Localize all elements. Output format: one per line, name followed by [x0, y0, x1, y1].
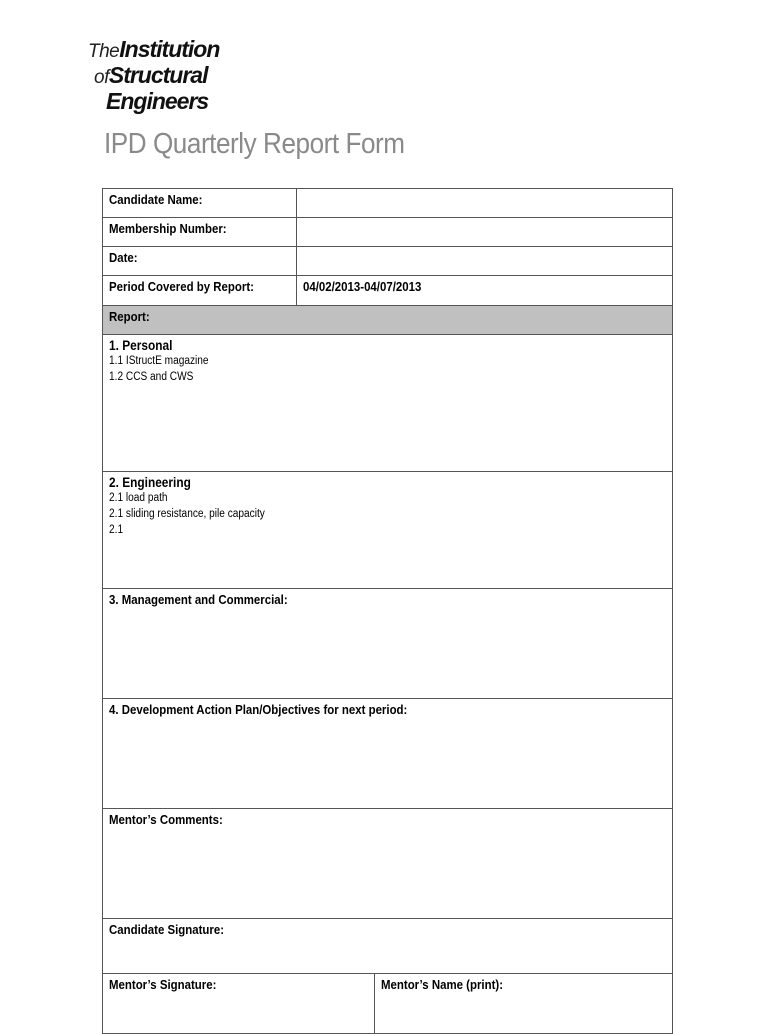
row-candidate-signature — [103, 919, 673, 974]
engineering-section[interactable] — [103, 472, 673, 589]
date-label: Date: — [109, 250, 138, 265]
logo-of: of — [94, 67, 109, 88]
logo-institution: Institution — [119, 36, 220, 62]
date-label-cell — [103, 247, 297, 276]
personal-item: 1.1 IStructE magazine — [109, 355, 209, 367]
logo-line-1 — [88, 38, 219, 64]
personal-section[interactable] — [103, 335, 673, 472]
engineering-item: 2.1 load path — [109, 492, 168, 504]
management-title: 3. Management and Commercial: — [109, 592, 288, 607]
mentor-signature-field[interactable] — [103, 974, 375, 1034]
report-label: Report: — [109, 309, 150, 324]
page-title: IPD Quarterly Report Form — [104, 128, 405, 160]
membership-number-label-cell — [103, 218, 297, 247]
development-section[interactable] — [103, 699, 673, 809]
mentor-signature-label: Mentor’s Signature: — [109, 977, 217, 992]
report-form-table — [102, 188, 673, 1034]
mentor-comments-label: Mentor’s Comments: — [109, 812, 223, 827]
report-header-cell — [103, 306, 673, 335]
engineering-item: 2.1 sliding resistance, pile capacity — [109, 508, 265, 520]
institution-logo — [88, 38, 219, 116]
logo-structural: Structural — [108, 62, 208, 88]
development-title: 4. Development Action Plan/Objectives for next period: — [109, 702, 408, 717]
row-engineering — [103, 472, 673, 589]
membership-number-label: Membership Number: — [109, 221, 227, 236]
row-development — [103, 699, 673, 809]
candidate-signature-field[interactable] — [103, 919, 673, 974]
logo-line-3 — [88, 90, 219, 116]
membership-number-field[interactable] — [297, 218, 673, 247]
engineering-title: 2. Engineering — [109, 475, 191, 490]
row-membership-number — [103, 218, 673, 247]
personal-item: 1.2 CCS and CWS — [109, 371, 194, 383]
personal-title: 1. Personal — [109, 338, 173, 353]
management-section[interactable] — [103, 589, 673, 699]
candidate-name-field[interactable] — [297, 189, 673, 218]
row-period — [103, 276, 673, 306]
period-label: Period Covered by Report: — [109, 279, 254, 294]
candidate-name-label: Candidate Name: — [109, 192, 203, 207]
logo-engineers: Engineers — [106, 88, 209, 114]
period-value: 04/02/2013-04/07/2013 — [303, 279, 422, 294]
row-mentor-signature — [103, 974, 673, 1034]
row-personal — [103, 335, 673, 472]
candidate-name-label-cell — [103, 189, 297, 218]
row-date — [103, 247, 673, 276]
row-management — [103, 589, 673, 699]
date-field[interactable] — [297, 247, 673, 276]
logo-the: The — [88, 41, 120, 62]
row-mentor-comments — [103, 809, 673, 919]
period-label-cell — [103, 276, 297, 306]
candidate-signature-label: Candidate Signature: — [109, 922, 225, 937]
mentor-comments-field[interactable] — [103, 809, 673, 919]
period-field[interactable] — [297, 276, 673, 306]
mentor-name-field[interactable] — [375, 974, 673, 1034]
logo-line-2 — [88, 64, 219, 90]
engineering-item: 2.1 — [109, 524, 124, 536]
row-candidate-name — [103, 189, 673, 218]
mentor-name-label: Mentor’s Name (print): — [381, 977, 504, 992]
row-report-header — [103, 306, 673, 335]
